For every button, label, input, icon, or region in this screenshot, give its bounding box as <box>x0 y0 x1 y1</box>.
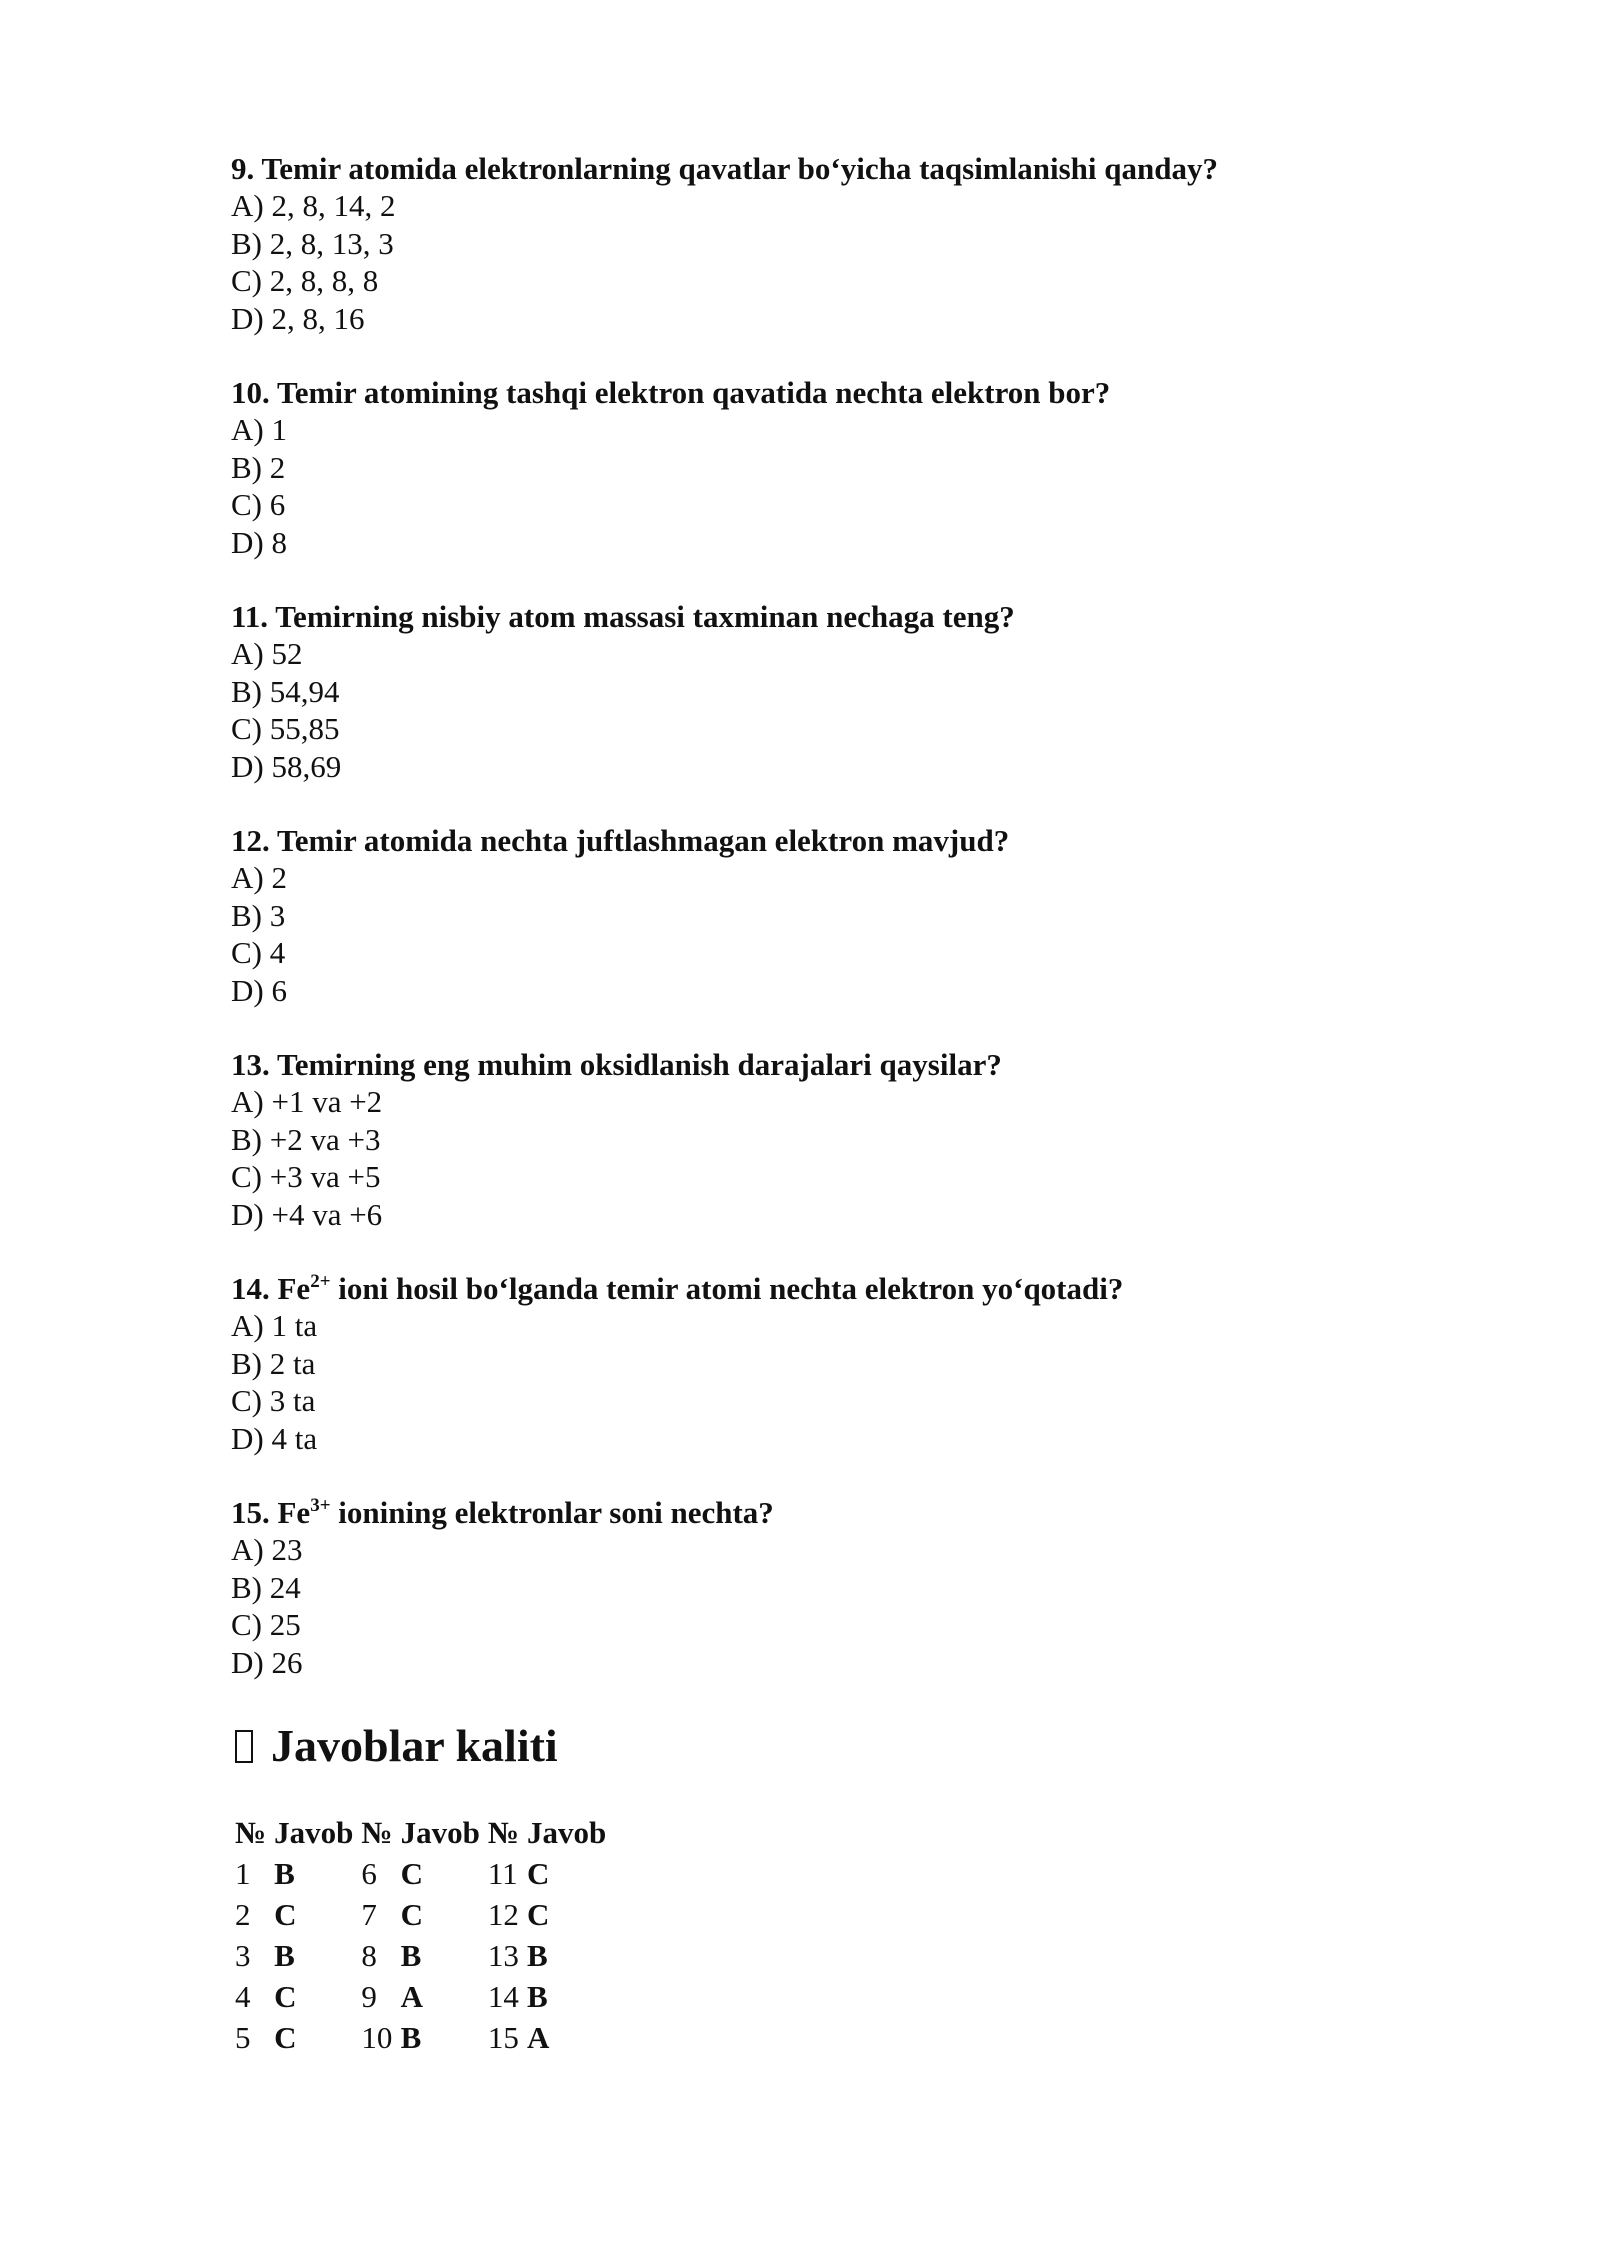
option-b: B) 2 ta <box>231 1345 316 1381</box>
option-d: D) 26 <box>231 1644 303 1680</box>
question-number: 1 <box>235 1855 251 1891</box>
option-c: C) 6 <box>231 487 286 522</box>
question-number: 2 <box>235 1896 251 1932</box>
table-row <box>231 2017 610 2058</box>
option-b: B) +2 va +3 <box>231 1121 381 1157</box>
table-row <box>231 1976 610 2017</box>
answer-key-table <box>231 1812 610 2058</box>
table-row <box>231 1853 610 1894</box>
question-number: 9 <box>361 1978 377 2014</box>
question-number: 7 <box>361 1896 377 1932</box>
question-title: 11. Temirning nisbiy atom massasi taxminan nechaga teng? <box>231 599 1015 634</box>
question-number: 5 <box>235 2019 251 2055</box>
answer-letter: B <box>274 1855 295 1891</box>
option-c: C) +3 va +5 <box>231 1159 381 1194</box>
column-header-number: № <box>487 1814 519 1850</box>
question-11 <box>231 598 1391 785</box>
question-title <box>231 1494 1391 1531</box>
answer-letter: B <box>400 1937 422 1973</box>
answer-letter: A <box>400 1978 423 2014</box>
option-d: D) 6 <box>231 972 287 1008</box>
option-a: A) 23 <box>231 1532 303 1567</box>
question-title-prefix: 15. Fe <box>231 1495 311 1530</box>
question-number: 12 <box>487 1896 519 1932</box>
answer-letter: B <box>526 1937 548 1973</box>
document-page <box>231 150 1391 2058</box>
option-d: D) 4 ta <box>231 1420 318 1456</box>
option-d: D) 8 <box>231 524 287 560</box>
question-9 <box>231 150 1391 337</box>
column-header-answer: Javob <box>274 1814 354 1850</box>
option-b: B) 24 <box>231 1569 301 1605</box>
option-a: A) 1 ta <box>231 1308 318 1343</box>
question-number: 4 <box>235 1978 251 2014</box>
table-row <box>231 1935 610 1976</box>
question-title <box>231 1270 1391 1307</box>
option-a: A) +1 va +2 <box>231 1084 383 1119</box>
ion-charge: 2+ <box>310 1271 331 1292</box>
column-header-answer: Javob <box>400 1814 480 1850</box>
column-header-number: № <box>235 1814 267 1850</box>
question-title: 10. Temir atomining tashqi elektron qavatida nechta elektron bor? <box>231 375 1111 410</box>
option-d: D) 2, 8, 16 <box>231 300 365 336</box>
answer-letter: A <box>526 2019 550 2055</box>
answer-letter: B <box>526 1978 548 2014</box>
table-row <box>231 1894 610 1935</box>
question-title: 13. Temirning eng muhim oksidlanish darajalari qaysilar? <box>231 1047 1002 1082</box>
question-title-suffix: ionining elektronlar soni nechta? <box>330 1495 774 1530</box>
question-number: 15 <box>487 2019 519 2055</box>
option-a: A) 52 <box>231 636 303 671</box>
question-title: 9. Temir atomida elektronlarning qavatlar bo‘yicha taqsimlanishi qanday? <box>231 151 1218 186</box>
option-c: C) 3 ta <box>231 1383 316 1418</box>
question-13 <box>231 1046 1391 1233</box>
option-a: A) 2, 8, 14, 2 <box>231 188 396 223</box>
question-number: 11 <box>487 1855 518 1891</box>
question-title-prefix: 14. Fe <box>231 1271 311 1306</box>
column-header-number: № <box>361 1814 393 1850</box>
question-number: 6 <box>361 1855 377 1891</box>
option-c: C) 4 <box>231 935 286 970</box>
option-c: C) 2, 8, 8, 8 <box>231 263 379 298</box>
answer-letter: C <box>526 1896 550 1932</box>
answer-letter: C <box>274 1896 297 1932</box>
question-10 <box>231 374 1391 561</box>
answer-key-header-row <box>231 1812 610 1853</box>
question-number: 10 <box>361 2019 393 2055</box>
option-b: B) 2, 8, 13, 3 <box>231 225 394 261</box>
answer-letter: C <box>526 1855 550 1891</box>
question-15 <box>231 1494 1391 1681</box>
option-d: D) 58,69 <box>231 748 342 784</box>
question-number: 14 <box>487 1978 519 2014</box>
option-a: A) 1 <box>231 412 287 447</box>
option-d: D) +4 va +6 <box>231 1196 383 1232</box>
option-a: A) 2 <box>231 860 287 895</box>
option-c: C) 25 <box>231 1607 301 1642</box>
question-12 <box>231 822 1391 1009</box>
option-b: B) 3 <box>231 897 286 933</box>
option-b: B) 54,94 <box>231 673 340 709</box>
option-b: B) 2 <box>231 449 286 485</box>
answer-letter: B <box>274 1937 295 1973</box>
question-number: 3 <box>235 1937 251 1973</box>
answer-letter: C <box>274 2019 297 2055</box>
answer-letter: C <box>274 1978 297 2014</box>
column-header-answer: Javob <box>526 1814 607 1850</box>
answer-key-heading <box>231 1718 1391 1774</box>
answer-letter: C <box>400 1896 423 1932</box>
answer-key-title: Javoblar kaliti <box>271 1720 558 1771</box>
question-title-suffix: ioni hosil bo‘lganda temir atomi nechta elektron yo‘qotadi? <box>330 1271 1124 1306</box>
missing-glyph-icon <box>235 1730 253 1763</box>
question-number: 8 <box>361 1937 377 1973</box>
option-c: C) 55,85 <box>231 711 340 746</box>
ion-charge: 3+ <box>310 1495 331 1516</box>
answer-letter: C <box>400 1855 423 1891</box>
question-title: 12. Temir atomida nechta juftlashmagan elektron mavjud? <box>231 823 1010 858</box>
question-number: 13 <box>487 1937 519 1973</box>
answer-letter: B <box>400 2019 422 2055</box>
question-14 <box>231 1270 1391 1457</box>
